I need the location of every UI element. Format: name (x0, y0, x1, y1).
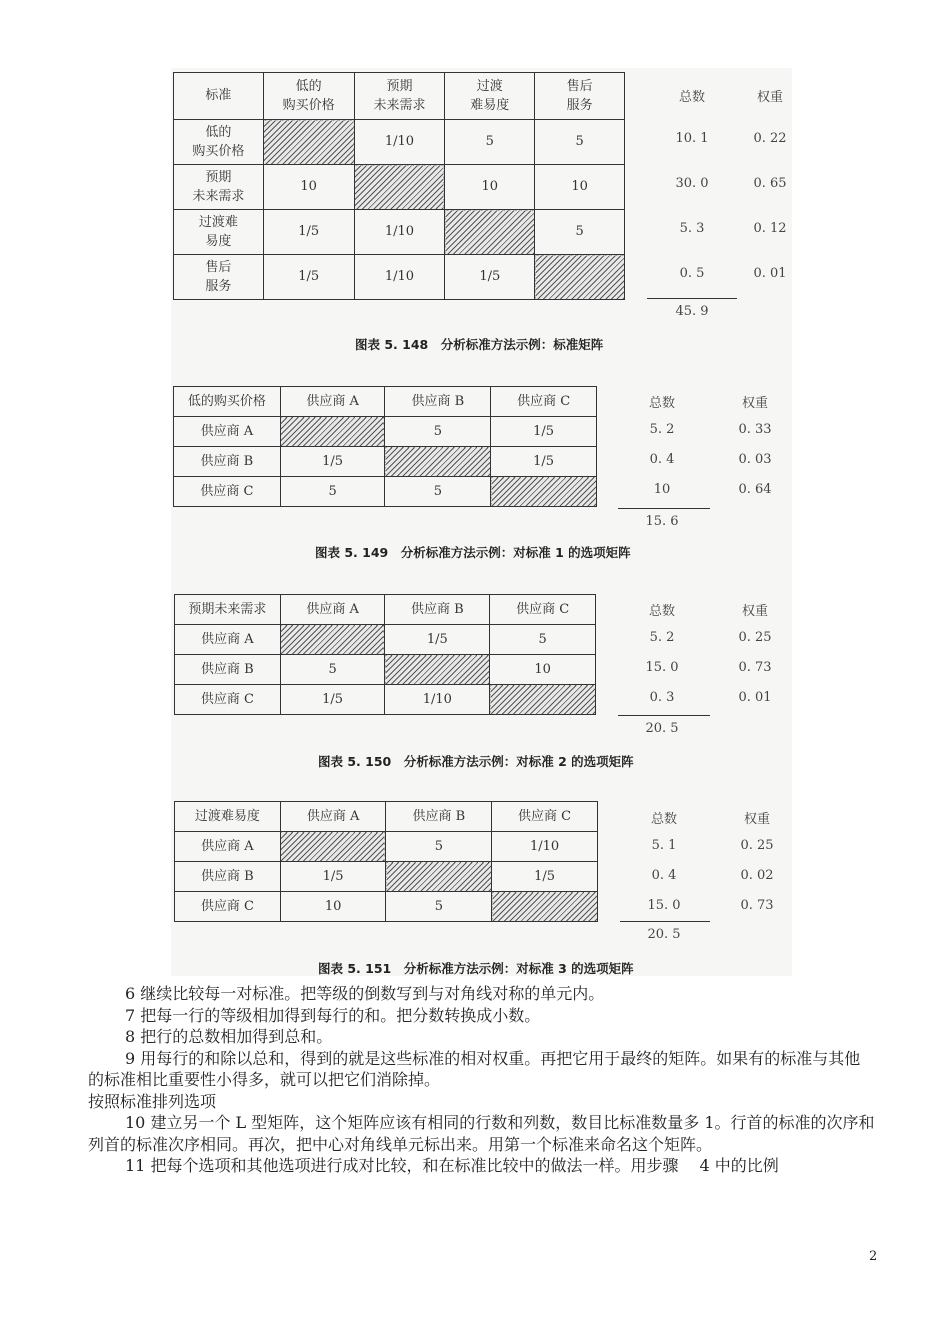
table-row (175, 892, 598, 922)
weight-header: 权重 (741, 604, 768, 619)
row-total: 15. 0 (645, 660, 679, 675)
row-total: 5. 3 (679, 221, 705, 236)
matrix-cell: 1/5 (385, 625, 490, 655)
diagonal-cell (386, 862, 492, 892)
matrix-cell: 5 (535, 120, 625, 165)
header-cell: 供应商 B (385, 387, 491, 417)
table-row (174, 210, 625, 255)
matrix-cell: 1/10 (354, 210, 445, 255)
header-cell: 预期未来需求 (175, 595, 281, 625)
header-cell: 供应商 A (280, 387, 385, 417)
matrix-cell: 5 (385, 477, 491, 507)
figure-caption: 图表 5. 149 分析标准方法示例：对标准 1 的选项矩阵 (315, 545, 631, 560)
row-weight: 0. 01 (738, 690, 772, 705)
row-total: 10 (653, 482, 671, 497)
table-row (175, 625, 596, 655)
row-weight: 0. 12 (753, 221, 787, 236)
criteria-matrix (173, 72, 625, 300)
header-cell: 低的 购买价格 (263, 73, 354, 120)
table-row (174, 165, 625, 210)
paragraph: 8 把行的总数相加得到总和。 (125, 1027, 333, 1046)
row-total: 0. 4 (649, 452, 675, 467)
header-cell: 过渡 难易度 (445, 73, 535, 120)
header-cell: 供应商 B (386, 802, 492, 832)
matrix-cell: 1/10 (354, 120, 445, 165)
matrix-cell: 1/10 (385, 685, 490, 715)
figure-caption: 图表 5. 150 分析标准方法示例：对标准 2 的选项矩阵 (318, 754, 634, 769)
row-label: 供应商 C (175, 892, 281, 922)
matrix-cell: 5 (535, 210, 625, 255)
body-text (88, 983, 876, 1177)
matrix-cell: 1/5 (280, 447, 385, 477)
row-total: 0. 5 (679, 266, 705, 281)
matrix-cell: 10 (445, 165, 535, 210)
matrix-cell: 1/5 (263, 210, 354, 255)
matrix-cell: 5 (490, 625, 596, 655)
row-label: 低的 购买价格 (174, 120, 264, 165)
row-weight: 0. 73 (740, 898, 774, 913)
header-cell: 过渡难易度 (175, 802, 281, 832)
row-weight: 0. 65 (753, 176, 787, 191)
matrix-cell: 5 (386, 832, 492, 862)
row-label: 供应商 C (174, 477, 281, 507)
sum-line (620, 921, 710, 922)
row-total: 30. 0 (675, 176, 709, 191)
row-weight: 0. 03 (738, 452, 772, 467)
row-weight: 0. 25 (738, 630, 772, 645)
row-weight: 0. 22 (753, 131, 787, 146)
table-row (174, 447, 597, 477)
paragraph: 10 建立另一个 L 型矩阵，这个矩阵应该有相同的行数和列数，数目比标准数量多 1。行首的标准的次序和列首的标准次序相同。再次，把中心对角线单元标出来。用第一个标准来命名这个矩阵。 (88, 1113, 875, 1154)
section-heading: 按照标准排列选项 (88, 1091, 217, 1111)
matrix-cell: 5 (445, 120, 535, 165)
matrix-cell: 10 (263, 165, 354, 210)
row-label: 预期 未来需求 (174, 165, 264, 210)
matrix-cell: 1/5 (445, 255, 535, 300)
matrix-cell: 5 (386, 892, 492, 922)
row-total: 10. 1 (675, 131, 709, 146)
matrix-cell: 1/5 (280, 862, 386, 892)
row-label: 供应商 B (175, 862, 281, 892)
row-label: 供应商 C (175, 685, 281, 715)
row-total: 0. 3 (649, 690, 675, 705)
row-weight: 0. 73 (738, 660, 772, 675)
matrix-cell: 1/5 (263, 255, 354, 300)
diagonal-cell (491, 477, 597, 507)
diagonal-cell (535, 255, 625, 300)
diagonal-cell (263, 120, 354, 165)
row-label: 供应商 A (175, 625, 281, 655)
figure-caption: 图表 5. 148 分析标准方法示例：标准矩阵 (355, 337, 604, 352)
matrix-cell: 5 (280, 477, 385, 507)
matrix-cell: 1/5 (491, 417, 597, 447)
matrix-cell: 1/5 (491, 447, 597, 477)
matrix-cell: 10 (280, 892, 386, 922)
paragraph: 6 继续比较每一对标准。把等级的倒数写到与对角线对称的单元内。 (125, 984, 605, 1003)
total-header: 总数 (648, 396, 675, 411)
header-cell: 供应商 A (280, 595, 385, 625)
paragraph: 9 用每行的和除以总和，得到的就是这些标准的相对权重。再把它用于最终的矩阵。如果有的标准与其他的标准相比重要性小得多，就可以把它们消除掉。 (88, 1048, 861, 1089)
row-total: 5. 1 (651, 838, 677, 853)
paragraph: 11 把每个选项和其他选项进行成对比较，和在标准比较中的做法一样。用步骤 4 中的比例 (125, 1156, 779, 1175)
sum-line (618, 715, 710, 716)
row-total: 0. 4 (651, 868, 677, 883)
total-header: 总数 (650, 812, 677, 827)
weight-header: 权重 (756, 90, 783, 105)
row-weight: 0. 02 (740, 868, 774, 883)
table-row (174, 417, 597, 447)
grand-total: 20. 5 (647, 927, 681, 942)
header-cell: 低的购买价格 (174, 387, 281, 417)
diagonal-cell (280, 625, 385, 655)
diagonal-cell (354, 165, 445, 210)
diagonal-cell (385, 447, 491, 477)
matrix-cell: 10 (490, 655, 596, 685)
table-row (174, 255, 625, 300)
option-matrix (174, 801, 598, 922)
row-weight: 0. 25 (740, 838, 774, 853)
option-matrix (173, 386, 597, 507)
header-cell: 预期 未来需求 (354, 73, 445, 120)
sum-line (647, 298, 737, 299)
matrix-cell: 1/5 (280, 685, 385, 715)
header-cell: 供应商 C (492, 802, 598, 832)
grand-total: 45. 9 (675, 304, 709, 319)
figure-caption: 图表 5. 151 分析标准方法示例：对标准 3 的选项矩阵 (318, 961, 634, 976)
grand-total: 15. 6 (645, 514, 679, 529)
diagonal-cell (385, 655, 490, 685)
matrix-cell: 1/10 (492, 832, 598, 862)
row-total: 15. 0 (647, 898, 681, 913)
header-cell: 售后 服务 (535, 73, 625, 120)
row-label: 过渡难 易度 (174, 210, 264, 255)
matrix-cell: 1/5 (492, 862, 598, 892)
header-cell: 供应商 B (385, 595, 490, 625)
row-weight: 0. 01 (753, 266, 787, 281)
sum-line (618, 508, 710, 509)
matrix-cell: 10 (535, 165, 625, 210)
matrix-cell: 5 (385, 417, 491, 447)
paragraph: 7 把每一行的等级相加得到每行的和。把分数转换成小数。 (125, 1005, 541, 1025)
table-row (175, 655, 596, 685)
total-header: 总数 (648, 604, 675, 619)
header-cell: 供应商 A (280, 802, 386, 832)
diagonal-cell (280, 832, 386, 862)
diagonal-cell (280, 417, 385, 447)
header-cell: 供应商 C (490, 595, 596, 625)
weight-header: 权重 (743, 812, 770, 827)
diagonal-cell (492, 892, 598, 922)
table-row (174, 120, 625, 165)
matrix-cell: 1/10 (354, 255, 445, 300)
table-row (175, 832, 598, 862)
header-cell: 供应商 C (491, 387, 597, 417)
option-matrix (174, 594, 596, 715)
row-label: 售后 服务 (174, 255, 264, 300)
table-row (175, 862, 598, 892)
total-header: 总数 (678, 90, 705, 105)
weight-header: 权重 (741, 396, 768, 411)
header-cell: 标准 (174, 73, 264, 120)
row-label: 供应商 B (174, 447, 281, 477)
page-number: 2 (869, 1249, 878, 1264)
row-label: 供应商 A (174, 417, 281, 447)
grand-total: 20. 5 (645, 721, 679, 736)
table-row (175, 685, 596, 715)
row-label: 供应商 B (175, 655, 281, 685)
diagonal-cell (490, 685, 596, 715)
row-total: 5. 2 (649, 630, 675, 645)
table-row (174, 477, 597, 507)
row-total: 5. 2 (649, 422, 675, 437)
matrix-cell: 5 (280, 655, 385, 685)
row-weight: 0. 33 (738, 422, 772, 437)
diagonal-cell (445, 210, 535, 255)
row-weight: 0. 64 (738, 482, 772, 497)
row-label: 供应商 A (175, 832, 281, 862)
